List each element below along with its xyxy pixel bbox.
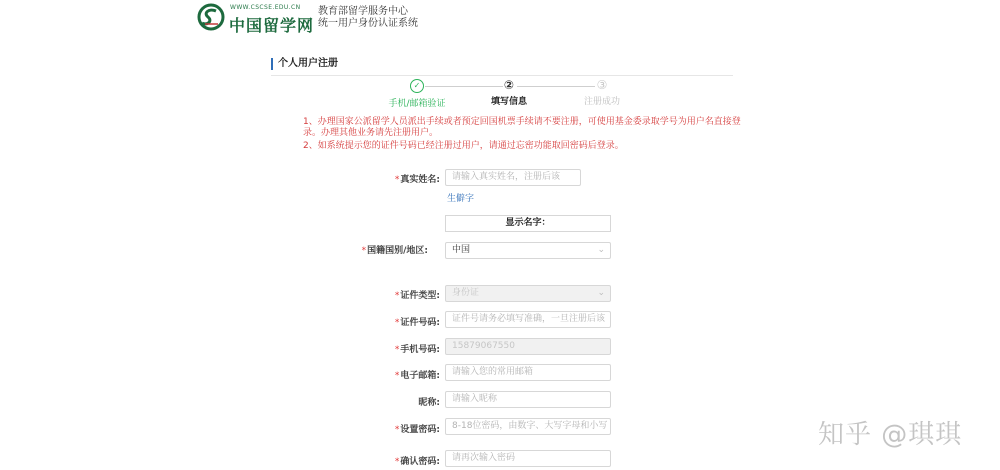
step-label: 手机/邮箱验证 xyxy=(388,99,446,109)
nickname-input[interactable]: 请输入昵称 xyxy=(445,391,611,408)
chevron-down-icon: ⌄ xyxy=(597,245,605,255)
zhihu-watermark: 知乎 @琪琪 xyxy=(818,420,963,450)
logo-url: WWW.CSCSE.EDU.CN xyxy=(230,4,301,11)
rare-character-link[interactable]: 生僻字 xyxy=(447,194,475,204)
id-type-label: *证件类型: xyxy=(394,291,440,301)
password-input[interactable]: 8-18位密码，由数字、大写字母和小写 xyxy=(445,418,611,435)
phone-input[interactable]: 15879067550 xyxy=(445,338,611,355)
password-label: *设置密码: xyxy=(394,425,440,435)
system-title-line1: 教育部留学服务中心 xyxy=(318,6,408,17)
confirm-password-label: *确认密码: xyxy=(394,457,440,467)
email-label: *电子邮箱: xyxy=(394,371,440,381)
id-number-input[interactable]: 证件号请务必填写准确，一旦注册后该 xyxy=(445,311,611,328)
chevron-down-icon: ⌄ xyxy=(597,288,605,298)
registration-notice xyxy=(303,117,743,152)
nickname-label: 昵称: xyxy=(418,398,440,408)
real-name-input[interactable]: 请输入真实姓名，注册后该 xyxy=(445,169,581,186)
real-name-label: *真实姓名: xyxy=(394,175,440,185)
step-label: 填写信息 xyxy=(490,97,527,107)
notice-item: 1、办理国家公派留学人员派出手续或者预定回国机票手续请不要注册，可使用基金委录取学号为用户名直接登录。办理其他业务请先注册用户。 xyxy=(303,117,741,138)
notice-item: 2、如系统提示您的证件号码已经注册过用户，请通过忘密功能取回密码后登录。 xyxy=(303,141,624,151)
step-number: ② xyxy=(503,78,515,92)
page-title: 个人用户注册 xyxy=(271,58,338,70)
nationality-label: *国籍国别/地区: xyxy=(361,246,428,256)
cscse-logo xyxy=(196,2,316,35)
email-input[interactable]: 请输入您的常用邮箱 xyxy=(445,364,611,381)
step-number: ③ xyxy=(596,78,608,92)
display-name-box: 显示名字： xyxy=(445,215,611,232)
system-title-line2: 统一用户身份认证系统 xyxy=(318,18,418,29)
phone-label: *手机号码: xyxy=(394,345,440,355)
step-label: 注册成功 xyxy=(583,97,620,107)
step-verify xyxy=(385,79,449,109)
cscse-logo-icon xyxy=(196,2,226,32)
system-title xyxy=(318,6,418,30)
id-type-select[interactable]: 身份证 ⌄ xyxy=(445,285,611,302)
step-success xyxy=(578,79,626,107)
title-divider xyxy=(271,75,733,76)
id-number-label: *证件号码: xyxy=(394,318,440,328)
step-fill-info xyxy=(482,79,536,107)
nationality-select[interactable]: 中国 ⌄ xyxy=(445,242,611,259)
confirm-password-input[interactable]: 请再次输入密码 xyxy=(445,450,611,467)
logo-text: 中国留学网 xyxy=(229,16,315,35)
check-icon: ✓ xyxy=(410,79,424,93)
